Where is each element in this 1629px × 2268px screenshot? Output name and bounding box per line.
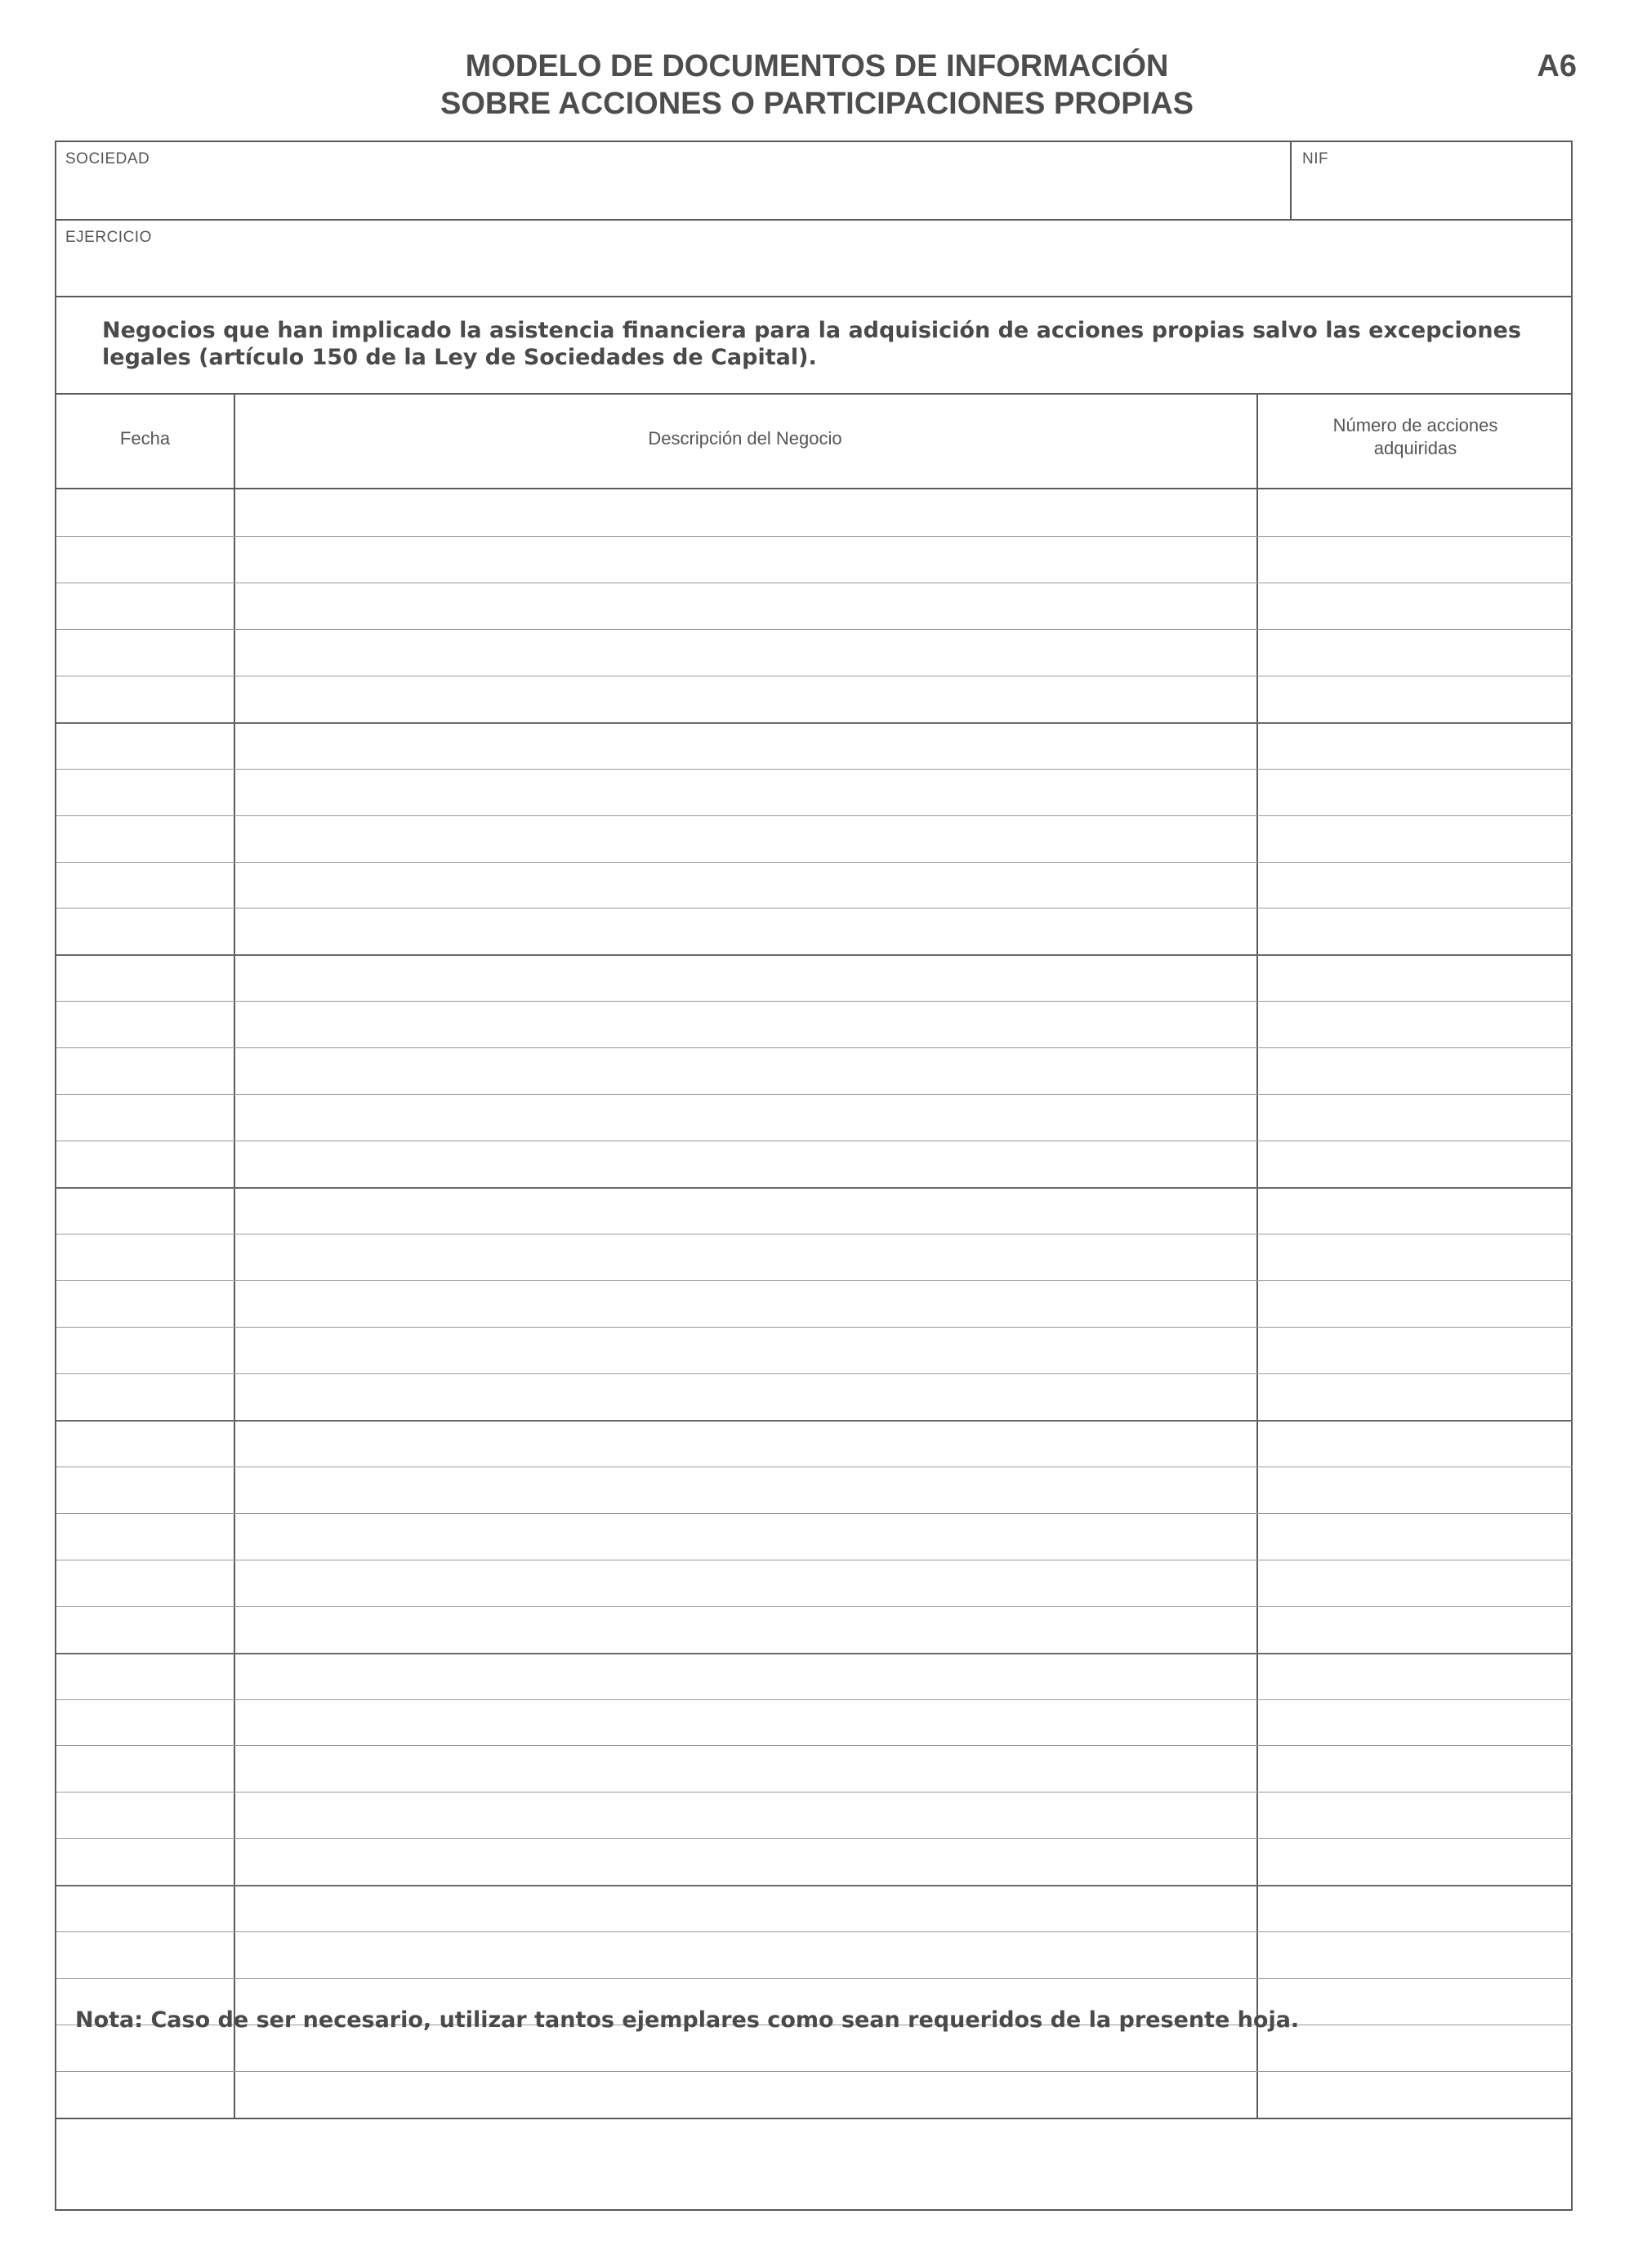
ejercicio-field[interactable] bbox=[56, 221, 1573, 296]
page-title-line-2: SOBRE ACCIONES O PARTICIPACIONES PROPIAS bbox=[440, 87, 1194, 121]
table-row bbox=[56, 815, 1573, 862]
numero-acciones-cell[interactable] bbox=[1258, 1327, 1571, 1373]
descripcion-cell[interactable] bbox=[235, 1885, 1255, 1931]
descripcion-cell[interactable] bbox=[235, 1280, 1255, 1327]
descripcion-cell[interactable] bbox=[235, 676, 1255, 722]
fecha-cell[interactable] bbox=[58, 1047, 232, 1094]
numero-acciones-cell[interactable] bbox=[1258, 722, 1571, 769]
descripcion-cell[interactable] bbox=[235, 908, 1255, 954]
numero-acciones-cell[interactable] bbox=[1258, 1513, 1571, 1560]
table-row bbox=[56, 1885, 1573, 1931]
descripcion-cell[interactable] bbox=[235, 1838, 1255, 1885]
numero-acciones-cell[interactable] bbox=[1258, 1094, 1571, 1141]
table-row bbox=[56, 1699, 1573, 1746]
table-row bbox=[56, 1653, 1573, 1699]
table-row bbox=[56, 1373, 1573, 1420]
table-row bbox=[56, 1745, 1573, 1792]
table-row bbox=[56, 1187, 1573, 1234]
fecha-cell[interactable] bbox=[58, 1280, 232, 1327]
nif-label: NIF bbox=[1302, 150, 1329, 167]
numero-acciones-cell[interactable] bbox=[1258, 583, 1571, 629]
fecha-cell[interactable] bbox=[58, 1141, 232, 1187]
numero-acciones-cell[interactable] bbox=[1258, 536, 1571, 583]
section-heading bbox=[102, 317, 1540, 371]
descripcion-cell[interactable] bbox=[235, 1513, 1255, 1560]
table-row bbox=[56, 1094, 1573, 1141]
numero-acciones-cell[interactable] bbox=[1258, 1838, 1571, 1885]
fecha-cell[interactable] bbox=[58, 1606, 232, 1653]
fecha-cell[interactable] bbox=[58, 1699, 232, 1746]
numero-acciones-cell[interactable] bbox=[1258, 1792, 1571, 1838]
descripcion-cell[interactable] bbox=[235, 1141, 1255, 1187]
table-body bbox=[56, 489, 1573, 2118]
descripcion-cell[interactable] bbox=[235, 722, 1255, 769]
fecha-cell[interactable] bbox=[58, 489, 232, 536]
divider-after-heading bbox=[56, 393, 1571, 395]
descripcion-cell[interactable] bbox=[235, 954, 1255, 1001]
table-row bbox=[56, 489, 1573, 536]
numero-acciones-cell[interactable] bbox=[1258, 1978, 1571, 2025]
footer-note: Nota: Caso de ser necesario, utilizar tantos ejemplares como sean requeridos de la presente hoja. bbox=[75, 2007, 1300, 2033]
descripcion-cell[interactable] bbox=[235, 1327, 1255, 1373]
fecha-cell[interactable] bbox=[58, 1187, 232, 1234]
table-row bbox=[56, 1931, 1573, 1978]
numero-acciones-cell[interactable] bbox=[1258, 1745, 1571, 1792]
table-row bbox=[56, 862, 1573, 909]
ejercicio-label: EJERCICIO bbox=[65, 229, 152, 246]
table-row bbox=[56, 2071, 1573, 2118]
fecha-cell[interactable] bbox=[58, 536, 232, 583]
page-title bbox=[0, 47, 1629, 123]
table-row bbox=[56, 769, 1573, 815]
fecha-cell[interactable] bbox=[58, 908, 232, 954]
table-row bbox=[56, 954, 1573, 1001]
table-row bbox=[56, 1234, 1573, 1280]
numero-acciones-cell[interactable] bbox=[1258, 1420, 1571, 1467]
column-header-fecha: Fecha bbox=[119, 428, 171, 449]
numero-acciones-cell[interactable] bbox=[1258, 1606, 1571, 1653]
fecha-cell[interactable] bbox=[58, 1838, 232, 1885]
table-row bbox=[56, 1327, 1573, 1373]
table-row bbox=[56, 908, 1573, 954]
table-row bbox=[56, 1792, 1573, 1838]
descripcion-cell[interactable] bbox=[235, 1606, 1255, 1653]
column-header-numero-acciones-line-2: adquiridas bbox=[1373, 438, 1457, 458]
numero-acciones-cell[interactable] bbox=[1258, 1373, 1571, 1420]
fecha-cell[interactable] bbox=[58, 722, 232, 769]
divider-after-ejercicio bbox=[56, 296, 1571, 297]
table-row bbox=[56, 722, 1573, 769]
column-header-numero-acciones-line-1: Número de acciones bbox=[1332, 415, 1498, 435]
table-row bbox=[56, 676, 1573, 722]
fecha-cell[interactable] bbox=[58, 1373, 232, 1420]
table-row bbox=[56, 583, 1573, 629]
numero-acciones-cell[interactable] bbox=[1258, 2025, 1571, 2071]
fecha-cell[interactable] bbox=[58, 769, 232, 815]
form-frame bbox=[55, 141, 1573, 2211]
numero-acciones-cell[interactable] bbox=[1258, 908, 1571, 954]
fecha-cell[interactable] bbox=[58, 862, 232, 909]
descripcion-cell[interactable] bbox=[235, 583, 1255, 629]
sociedad-field[interactable] bbox=[56, 142, 1290, 219]
numero-acciones-cell[interactable] bbox=[1258, 1187, 1571, 1234]
descripcion-cell[interactable] bbox=[235, 1187, 1255, 1234]
numero-acciones-cell[interactable] bbox=[1258, 1699, 1571, 1746]
numero-acciones-cell[interactable] bbox=[1258, 1467, 1571, 1513]
fecha-cell[interactable] bbox=[58, 1560, 232, 1606]
fecha-cell[interactable] bbox=[58, 1327, 232, 1373]
table-row bbox=[56, 1467, 1573, 1513]
section-heading-line-1: Negocios que han implicado la asistencia financiera para la adquisición de acciones propias salvo las excepciones bbox=[102, 318, 1521, 343]
section-heading-line-2: legales (artículo 150 de la Ley de Sociedades de Capital). bbox=[102, 345, 817, 370]
fecha-cell[interactable] bbox=[58, 629, 232, 676]
descripcion-cell[interactable] bbox=[235, 1234, 1255, 1280]
sociedad-label: SOCIEDAD bbox=[65, 150, 150, 167]
descripcion-cell[interactable] bbox=[235, 1001, 1255, 1047]
descripcion-cell[interactable] bbox=[235, 1653, 1255, 1699]
numero-acciones-cell[interactable] bbox=[1258, 1560, 1571, 1606]
column-header-numero-acciones bbox=[1258, 414, 1573, 460]
table-row bbox=[56, 536, 1573, 583]
table-row bbox=[56, 1838, 1573, 1885]
fecha-cell[interactable] bbox=[58, 1234, 232, 1280]
descripcion-cell[interactable] bbox=[235, 489, 1255, 536]
descripcion-cell[interactable] bbox=[235, 1094, 1255, 1141]
descripcion-cell[interactable] bbox=[235, 1420, 1255, 1467]
descripcion-cell[interactable] bbox=[235, 1467, 1255, 1513]
fecha-cell[interactable] bbox=[58, 954, 232, 1001]
numero-acciones-cell[interactable] bbox=[1258, 862, 1571, 909]
table-row bbox=[56, 1606, 1573, 1653]
fecha-cell[interactable] bbox=[58, 1745, 232, 1792]
numero-acciones-cell[interactable] bbox=[1258, 769, 1571, 815]
numero-acciones-cell[interactable] bbox=[1258, 489, 1571, 536]
numero-acciones-cell[interactable] bbox=[1258, 954, 1571, 1001]
numero-acciones-cell[interactable] bbox=[1258, 629, 1571, 676]
fecha-cell[interactable] bbox=[58, 815, 232, 862]
descripcion-cell[interactable] bbox=[235, 1745, 1255, 1792]
fecha-cell[interactable] bbox=[58, 1792, 232, 1838]
numero-acciones-cell[interactable] bbox=[1258, 1280, 1571, 1327]
descripcion-cell[interactable] bbox=[235, 536, 1255, 583]
descripcion-cell[interactable] bbox=[235, 815, 1255, 862]
numero-acciones-cell[interactable] bbox=[1258, 1047, 1571, 1094]
descripcion-cell[interactable] bbox=[235, 1699, 1255, 1746]
numero-acciones-cell[interactable] bbox=[1258, 815, 1571, 862]
fecha-cell[interactable] bbox=[58, 1931, 232, 1978]
numero-acciones-cell[interactable] bbox=[1258, 1234, 1571, 1280]
descripcion-cell[interactable] bbox=[235, 1931, 1255, 1978]
table-row bbox=[56, 1420, 1573, 1467]
fecha-cell[interactable] bbox=[58, 1513, 232, 1560]
column-header-descripcion: Descripción del Negocio bbox=[648, 428, 842, 449]
table-row bbox=[56, 1141, 1573, 1187]
numero-acciones-cell[interactable] bbox=[1258, 1885, 1571, 1931]
fecha-cell[interactable] bbox=[58, 1094, 232, 1141]
descripcion-cell[interactable] bbox=[235, 769, 1255, 815]
descripcion-cell[interactable] bbox=[235, 862, 1255, 909]
fecha-cell[interactable] bbox=[58, 1467, 232, 1513]
fecha-cell[interactable] bbox=[58, 1885, 232, 1931]
nif-field[interactable] bbox=[1292, 142, 1573, 219]
numero-acciones-cell[interactable] bbox=[1258, 676, 1571, 722]
table-row bbox=[56, 1001, 1573, 1047]
fecha-cell[interactable] bbox=[58, 1653, 232, 1699]
divider-before-note bbox=[56, 2118, 1571, 2119]
fecha-cell[interactable] bbox=[58, 1001, 232, 1047]
fecha-cell[interactable] bbox=[58, 583, 232, 629]
form-code: A6 bbox=[1537, 49, 1577, 83]
descripcion-cell[interactable] bbox=[235, 1792, 1255, 1838]
numero-acciones-cell[interactable] bbox=[1258, 1931, 1571, 1978]
descripcion-cell[interactable] bbox=[235, 1560, 1255, 1606]
fecha-cell[interactable] bbox=[58, 676, 232, 722]
numero-acciones-cell[interactable] bbox=[1258, 1653, 1571, 1699]
descripcion-cell[interactable] bbox=[235, 2071, 1255, 2118]
table-row bbox=[56, 629, 1573, 676]
table-row bbox=[56, 1280, 1573, 1327]
fecha-cell[interactable] bbox=[58, 2071, 232, 2118]
numero-acciones-cell[interactable] bbox=[1258, 2071, 1571, 2118]
numero-acciones-cell[interactable] bbox=[1258, 1001, 1571, 1047]
table-row bbox=[56, 1047, 1573, 1094]
descripcion-cell[interactable] bbox=[235, 1047, 1255, 1094]
table-row bbox=[56, 1560, 1573, 1606]
fecha-cell[interactable] bbox=[58, 1420, 232, 1467]
descripcion-cell[interactable] bbox=[235, 1373, 1255, 1420]
page-title-line-1: MODELO DE DOCUMENTOS DE INFORMACIÓN bbox=[465, 49, 1169, 83]
numero-acciones-cell[interactable] bbox=[1258, 1141, 1571, 1187]
descripcion-cell[interactable] bbox=[235, 629, 1255, 676]
table-row bbox=[56, 1513, 1573, 1560]
